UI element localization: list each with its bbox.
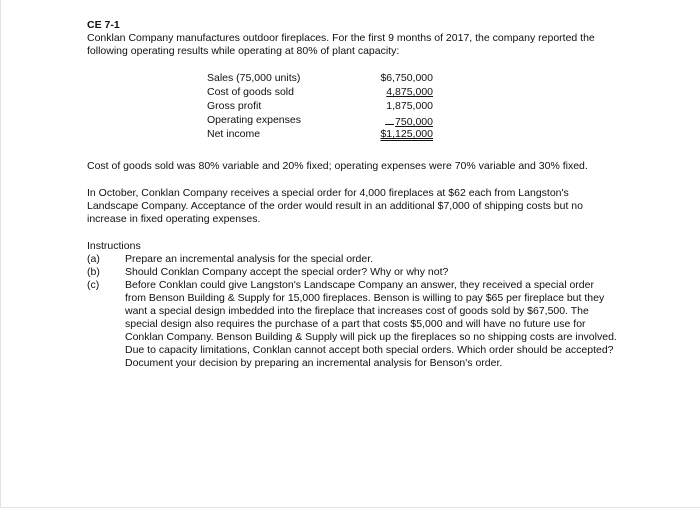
sales-label: Sales (75,000 units) xyxy=(207,72,301,84)
instruction-marker: (a) xyxy=(87,253,100,265)
instructions-section xyxy=(87,240,617,370)
operating-expenses-cell xyxy=(385,114,433,129)
row-gross-profit xyxy=(207,100,433,114)
exercise-title: CE 7-1 xyxy=(87,19,120,31)
cogs-value: 4,875,000 xyxy=(386,86,433,98)
gross-profit-label: Gross profit xyxy=(207,100,262,112)
net-income-label: Net income xyxy=(207,128,261,140)
intro-paragraph: Conklan Company manufactures outdoor fireplaces. For the first 9 months of 2017, the company reported the following operating results while operating at 80% of plant capacity: xyxy=(87,32,595,57)
special-order-paragraph: In October, Conklan Company receives a special order for 4,000 fireplaces at $62 each from Langston's Landscape Company. Acceptance of the order would result in an additional $7,000 of shipping costs but no increase in fixed operating expenses. xyxy=(87,187,583,225)
instruction-marker: (c) xyxy=(87,279,100,291)
sales-value: $6,750,000 xyxy=(380,72,433,84)
instruction-text: Prepare an incremental analysis for the special order. xyxy=(125,253,374,265)
instruction-text: Before Conklan could give Langston's Landscape Company an answer, they received a special order from Benson Building & Supply for 15,000 fireplaces. Benson is willing to pay $65 per fireplace but they want a special design imbedded into the fireplace that increases cost of goods sold by $67,500. The special design also requires the purchase of a part that costs $5,000 and will have no future use for Conklan Company. Benson Building & Supply will pick up the fireplaces so no shipping costs are involved. Due to capacity limitations, Conklan cannot accept both special orders. Which order should be accepted? Document your decision by preparing an incremental analysis for Benson's order. xyxy=(125,279,617,369)
instructions-heading: Instructions xyxy=(87,240,141,252)
operating-expenses-label: Operating expenses xyxy=(207,114,301,126)
row-sales xyxy=(207,72,433,86)
operating-expenses-value: 750,000 xyxy=(395,116,433,128)
net-income-value: $1,125,000 xyxy=(380,128,433,140)
exercise-document xyxy=(87,19,617,370)
page-border-left xyxy=(0,0,1,508)
cost-split-paragraph: Cost of goods sold was 80% variable and 20% fixed; operating expenses were 70% variable and 30% fixed. xyxy=(87,160,588,172)
row-operating-expenses xyxy=(207,114,433,128)
instruction-item-a xyxy=(87,253,617,266)
row-cogs xyxy=(207,86,433,100)
row-net-income xyxy=(207,128,433,142)
underline-leader xyxy=(385,114,394,125)
cogs-label: Cost of goods sold xyxy=(207,86,294,98)
instruction-text: Should Conklan Company accept the special order? Why or why not? xyxy=(125,266,449,278)
instruction-item-c xyxy=(87,279,617,370)
operating-results-table xyxy=(87,72,617,146)
instruction-item-b xyxy=(87,266,617,279)
instruction-marker: (b) xyxy=(87,266,100,278)
gross-profit-value: 1,875,000 xyxy=(386,100,433,112)
